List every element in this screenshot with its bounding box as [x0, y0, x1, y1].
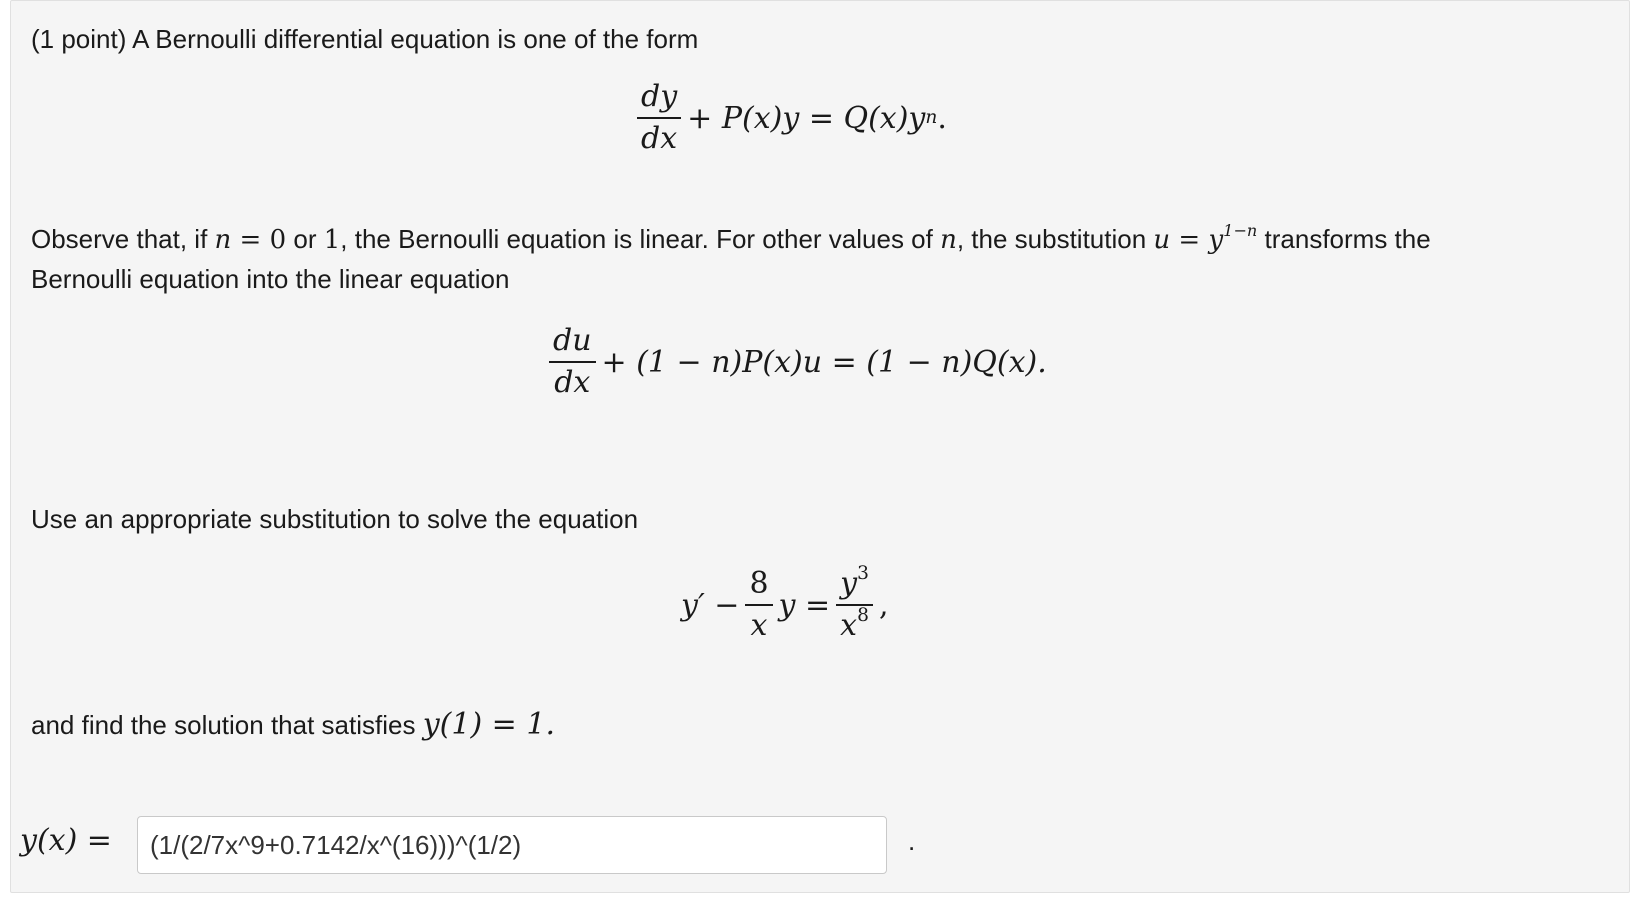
answer-period: . — [908, 826, 916, 856]
text-segment: and find the solution that satisfies — [31, 710, 423, 740]
text-segment: Use an appropriate substitution to solve the equation — [31, 504, 639, 534]
problem-panel — [10, 0, 1630, 893]
fraction-denominator: x — [750, 608, 768, 643]
fraction-denominator: dx — [554, 365, 591, 400]
math-n: n — [940, 225, 957, 255]
given-equation — [681, 563, 889, 644]
y3-over-x8-fraction — [836, 563, 873, 644]
math-one: 1 — [323, 225, 341, 255]
problem-intro — [31, 19, 698, 59]
initial-condition-text — [31, 705, 555, 745]
observe-line-2 — [31, 259, 509, 299]
text-segment: or — [286, 224, 324, 254]
bernoulli-equation: $\frac{dy}{dx}$ + P(x)y = Q(x)y n . — [631, 79, 947, 157]
eight-over-x-fraction — [745, 566, 772, 644]
text-segment: , the substitution — [956, 224, 1154, 254]
equation-rest: + (1 − n)P(x)u = (1 − n)Q(x). — [601, 344, 1047, 380]
du-dx-fraction — [549, 323, 596, 401]
denominator-exponent: 8 — [857, 605, 869, 627]
text-segment: Observe that, if — [31, 224, 215, 254]
fraction-numerator: 8 — [745, 566, 772, 606]
math-y: y — [1208, 225, 1224, 255]
math-u: u — [1153, 225, 1171, 255]
math-zero: 0 — [269, 225, 287, 255]
text-segment: transforms the — [1257, 224, 1431, 254]
use-substitution-text — [31, 499, 638, 539]
fraction-denominator: x — [840, 608, 858, 643]
equation-mid: y = — [778, 587, 831, 623]
equation-rest: + P(x)y = Q(x)y — [687, 100, 926, 136]
text-segment: , the Bernoulli equation is linear. For other values of — [340, 224, 941, 254]
math-n: n — [214, 225, 232, 255]
equation-lhs: y′ − — [681, 587, 740, 623]
equation-end: , — [878, 587, 889, 623]
math-equals: = — [231, 225, 270, 255]
observe-line-1 — [31, 219, 1431, 260]
equation-end: . — [937, 100, 947, 136]
math-exponent: 1−n — [1223, 220, 1258, 240]
initial-condition: y(1) = 1. — [422, 707, 555, 742]
fraction-numerator: du — [549, 323, 596, 363]
fraction-numerator: dy — [637, 79, 681, 119]
fraction-denominator: dx — [641, 121, 678, 156]
linear-equation — [543, 323, 1047, 401]
numerator-exponent: 3 — [857, 563, 869, 585]
math-equals: = — [1170, 225, 1209, 255]
answer-input[interactable] — [137, 816, 887, 874]
answer-label: y(x) = — [20, 823, 112, 858]
intro-text: (1 point) A Bernoulli differential equation is one of the form — [31, 24, 699, 54]
dy-dx-fraction — [637, 79, 681, 157]
text-segment: Bernoulli equation into the linear equation — [31, 264, 510, 294]
fraction-numerator: y — [840, 566, 858, 601]
